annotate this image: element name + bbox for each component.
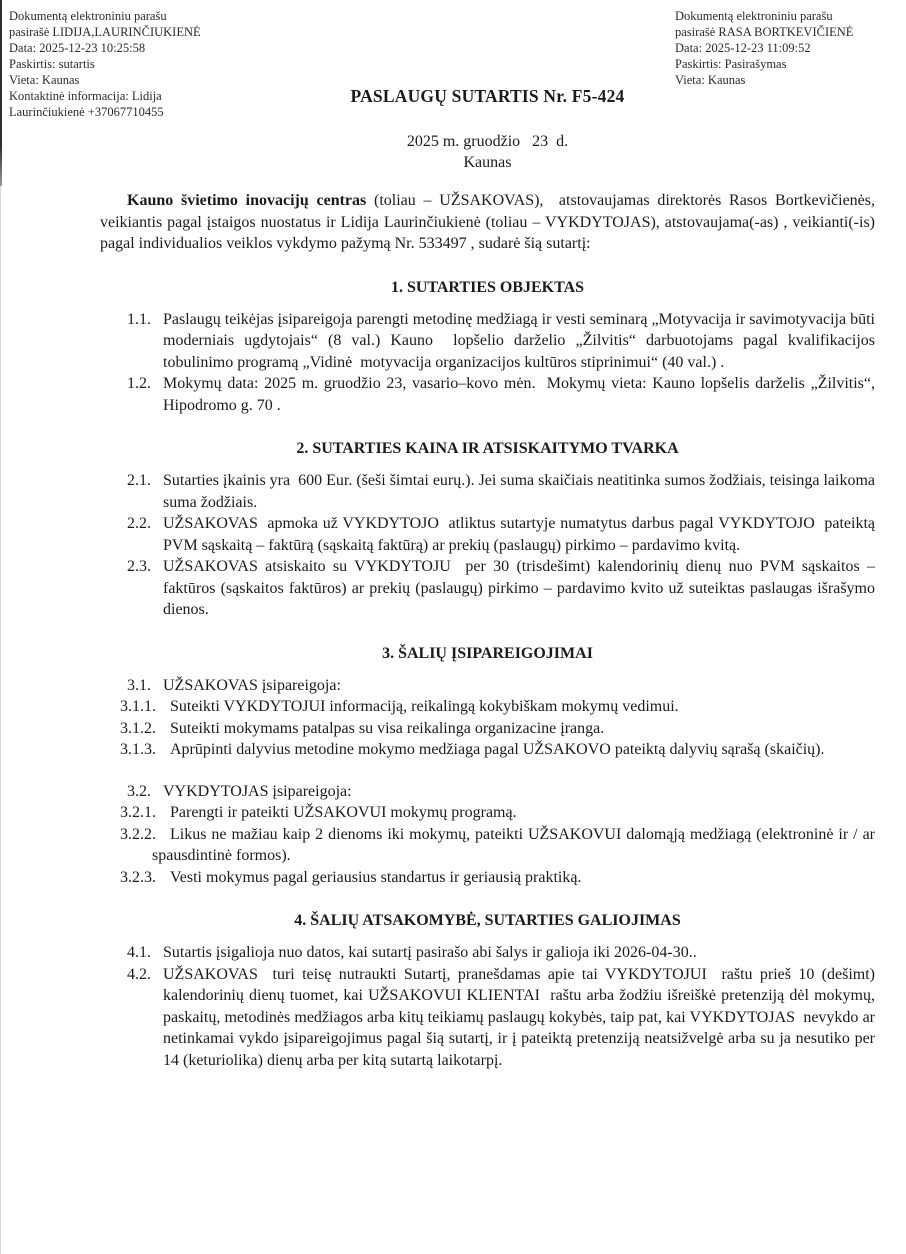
clause-number: 4.1. [127,944,151,961]
clause-number: 1.1. [127,310,151,328]
clause-number: 2.2. [127,515,151,532]
signature-line: Vieta: Kaunas [9,73,80,87]
section-heading-2: 2. SUTARTIES KAINA IR ATSISKAITYMO TVARKA [296,440,679,457]
clause-text: Suteikti VYKDYTOJUI informaciją, reikalingą kokybiškam mokymų vedimui. [170,698,679,715]
clause-number: 3.2.2. [120,825,156,843]
clause-number: 3.1. [127,676,151,694]
clause-number: 2.1. [127,472,151,489]
party-name-bold: Kauno švietimo inovacijų centras [127,192,367,209]
clause-text: Parengti ir pateikti UŽSAKOVUI mokymų programą. [170,804,517,821]
signature-line: Laurinčiukienė +37067710455 [9,105,164,119]
clause-number: 3.1.1. [120,698,156,715]
clause-number: 2.3. [127,558,151,575]
clause-3-1-1 [100,696,875,718]
clause-text: UŽSAKOVAS turi teisę nutraukti Sutartį, pranešdamas apie tai VYKDYTOJUI raštu prieš 10 (dešimt) kalendorinių dienų tuomet, kai UŽSAKOVUI KLIENTAI raštu arba žodžiu išreiškė pretenziją dėl mokymų, paskaitų, metodinės medžiagos arba kitų teikiamų paslaugų kokybės, taip pat, kai VYKDYTOJAS nevykdo ar netinkamai vykdo įsipareigojimus pagal šią sutartį, ir į pateiktą pretenziją neatsižvelgė arba su ja nesutiko per 14 (keturiolika) dienų arba per kitą sutartą laikotarpį. [163,965,875,1069]
clause-number: 1.2. [127,375,151,392]
clause-3-2-2 [100,824,875,867]
scan-artifact-line [0,0,2,186]
signature-line: Vieta: Kaunas [675,73,746,87]
clause-1-2 [100,373,875,416]
section-heading-3: 3. ŠALIŲ ĮSIPAREIGOJIMAI [382,644,593,662]
signature-line: Data: 2025-12-23 10:25:58 [9,41,146,55]
signature-line: Kontaktinė informacija: Lidija [9,89,162,103]
signature-line: Data: 2025-12-23 11:09:52 [675,41,811,55]
signature-stamp-left [9,8,267,120]
clause-text: Sutartis įsigalioja nuo datos, kai sutartį pasirašo abi šalys ir galioja iki 2026-04-30.. [163,944,697,961]
clause-text: VYKDYTOJAS įsipareigoja: [163,782,352,800]
clause-number: 3.1.2. [120,719,156,737]
signature-line: Dokumentą elektroniniu parašu [675,9,833,23]
signature-line: Dokumentą elektroniniu parašu [9,9,167,23]
intro-paragraph [100,190,875,255]
clause-3-2 [100,781,875,803]
clause-text: Vesti mokymus pagal geriausius standartus ir geriausią praktiką. [170,868,582,886]
clause-3-1-3 [100,739,875,761]
clause-text: UŽSAKOVAS apmoka už VYKDYTOJO atliktus sutartyje numatytus darbus pagal VYKDYTOJO pateiktą PVM sąskaitą – faktūrą (sąskaitą faktūrą) ar prekių (paslaugų) pirkimo – pardavimo kvitą. [163,515,875,554]
document-city: Kaunas [463,154,512,171]
signature-line: Paskirtis: Pasirašymas [675,57,787,71]
clause-2-3 [100,556,875,621]
clause-number: 3.2.3. [120,868,156,886]
section-heading-1: 1. SUTARTIES OBJEKTAS [390,278,585,296]
clause-number: 3.1.3. [120,741,156,758]
clause-1-1 [100,309,875,374]
clause-3-2-1 [100,802,875,824]
clause-2-1 [100,470,875,513]
clause-text: UŽSAKOVAS atsiskaito su VYKDYTOJU per 30 (trisdešimt) kalendorinių dienų nuo PVM sąskaitos – faktūros (sąskaitos faktūros) ar prekių (paslaugų) pirkimo – pardavimo kvito už suteiktas paslaugas išrašymo dienos. [163,558,875,618]
clause-3-2-3 [100,867,875,889]
signature-stamp-right [675,8,905,88]
clause-text: Aprūpinti dalyvius metodine mokymo medžiaga pagal UŽSAKOVO pateiktą dalyvių sąrašą (skaičių). [170,741,825,758]
section-heading-4: 4. ŠALIŲ ATSAKOMYBĖ, SUTARTIES GALIOJIMAS [294,912,681,929]
document-date: 2025 m. gruodžio 23 d. [406,133,569,150]
clause-number: 4.2. [127,965,151,983]
intro-text: (toliau – UŽSAKOVAS), atstovaujamas direktorės Rasos Bortkevičienės, veikiantis pagal įstaigos nuostatus ir Lidija Laurinčiukienė (toliau – VYKDYTOJAS), atstovaujama(-as) , veikianti(-is) pagal individualios veiklos vykdymo pažymą Nr. 533497 , sudarė šią sutartį: [100,192,875,252]
signature-line: pasirašė LIDIJA,LAURINČIUKIENĖ [9,25,201,39]
clause-number: 3.2. [127,782,151,800]
clause-4-2 [100,964,875,1072]
clause-4-1 [100,942,875,964]
clause-text: Sutarties įkainis yra 600 Eur. (šeši šimtai eurų.). Jei suma skaičiais neatitinka sumos žodžiais, teisinga laikoma suma žodžiais. [163,472,875,511]
signature-line: pasirašė RASA BORTKEVIČIENĖ [675,25,854,39]
clause-2-2 [100,513,875,556]
clause-text: Paslaugų teikėjas įsipareigoja parengti metodinę medžiagą ir vesti seminarą „Motyvacija ir savimotyvacija būti moderniais ugdytojais“ (8 val.) Kauno lopšelio darželio „Žilvitis“ darbuotojams pagal kvalifikacijos tobulinimo programą „Vidinė motyvacija organizacijos kultūros stiprinimui“ (40 val.) . [163,310,875,371]
clause-text: Mokymų data: 2025 m. gruodžio 23, vasario–kovo mėn. Mokymų vieta: Kauno lopšelis darželis „Žilvitis“, Hipodromo g. 70 . [163,375,875,414]
clause-text: Suteikti mokymams patalpas su visa reikalinga organizacine įranga. [170,719,605,737]
clause-text: Likus ne mažiau kaip 2 dienoms iki mokymų, pateikti UŽSAKOVUI dalomąją medžiagą (elektroninė ir / ar spausdintinė formos). [152,825,875,864]
signature-line: Paskirtis: sutartis [9,57,95,71]
page-edge-line [0,0,1,1254]
clause-3-1-2 [100,718,875,740]
clause-number: 3.2.1. [120,804,156,821]
document-title: PASLAUGŲ SUTARTIS Nr. F5-424 [350,86,625,106]
clause-3-1 [100,675,875,697]
clause-text: UŽSAKOVAS įsipareigoja: [163,676,341,694]
